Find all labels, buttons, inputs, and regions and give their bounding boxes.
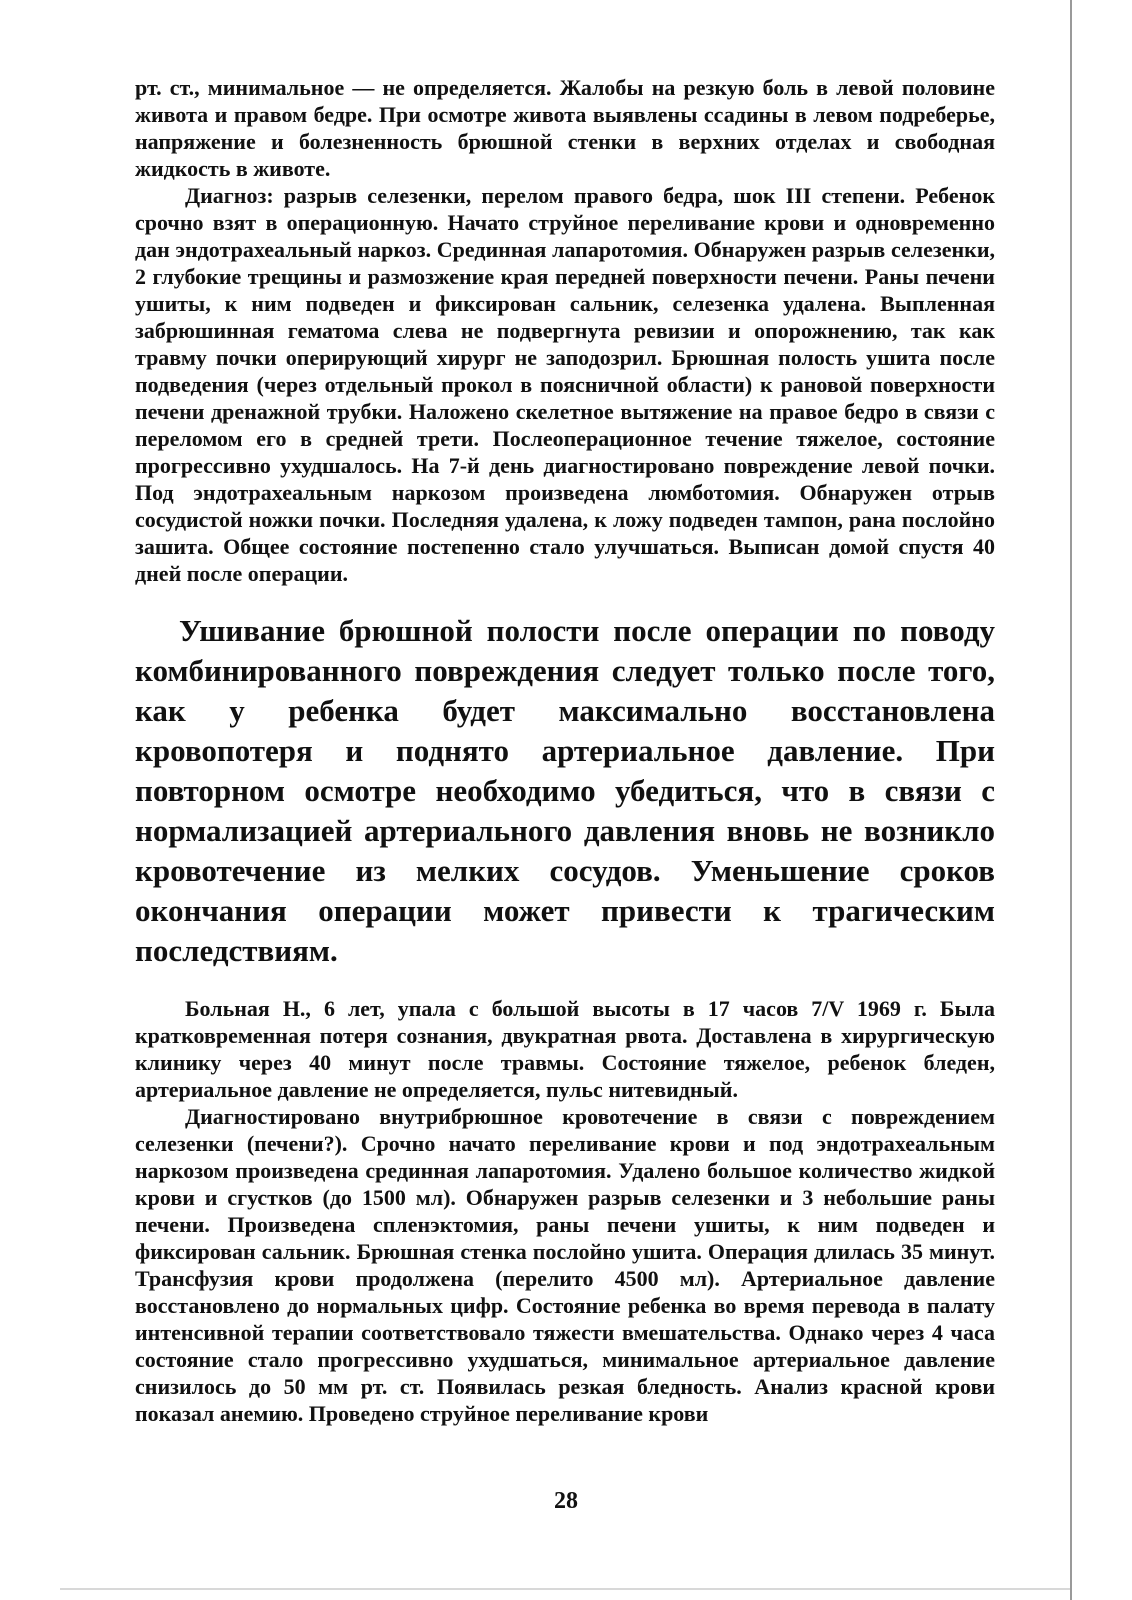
text-paragraph: Диагностировано внутрибрюшное кровотечение в связи с повреждением селезенки (печени?). Срочно начато переливание крови и под эндотрахеальным наркозом произведена срединная лапаротомия. Удалено большое количество жидкой крови и сгустков (до 1500 мл). Обнаружен разрыв селезенки и 3 небольшие раны печени. Произведена спленэктомия, раны печени ушиты, к ним подведен и фиксирован сальник. Брюшная стенка послойно ушита. Операция длилась 35 минут. Трансфузия крови продолжена (перелито 4500 мл). Артериальное давление восстановлено до нормальных цифр. Состояние ребенка во время перевода в палату интенсивной терапии соответствовало тяжести вмешательства. Однако через 4 часа состояние стало прогрессивно ухудшаться, минимальное артериальное давление снизилось до 50 мм рт. ст. Появилась резкая бледность. Анализ красной крови показал анемию. Проведено струйное переливание крови — [135, 1104, 995, 1426]
page-number: 28 — [554, 1488, 578, 1514]
emphasis-paragraph: Ушивание брюшной полости после операции по поводу комбинированного повреждения следует только после того, как у ребенка будет максимально восстановлена кровопотеря и поднято артериальное давление. При повторном осмотре необходимо убедиться, что в связи с нормализацией артериального давления вновь не возникло кровотечение из мелких сосудов. Уменьшение сроков окончания операции может привести к трагическим последствиям. — [135, 613, 995, 968]
text-paragraph: Больная Н., 6 лет, упала с большой высоты в 17 часов 7/V 1969 г. Была кратковременная потеря сознания, двукратная рвота. Доставлена в хирургическую клинику через 40 минут после травмы. Состояние тяжелое, ребенок бледен, артериальное давление не определяется, пульс нитевидный. — [135, 996, 995, 1102]
page-content — [135, 74, 995, 1427]
text-paragraph: рт. ст., минимальное — не определяется. Жалобы на резкую боль в левой половине живота и правом бедре. При осмотре живота выявлены ссадины в левом подреберье, напряжение и болезненность брюшной стенки в верхних отделах и свободная жидкость в животе. — [135, 75, 995, 181]
case-one-text — [135, 74, 995, 587]
case-two-text — [135, 995, 995, 1427]
page-edge-line — [1070, 0, 1072, 1600]
text-paragraph: Диагноз: разрыв селезенки, перелом правого бедра, шок III степени. Ребенок срочно взят в операционную. Начато струйное переливание крови и одновременно дан эндотрахеальный наркоз. Срединная лапаротомия. Обнаружен разрыв селезенки, 2 глубокие трещины и размозжение края передней поверхности печени. Раны печени ушиты, к ним подведен и фиксирован сальник, селезенка удалена. Выпленная забрюшинная гематома слева не подвергнута ревизии и опорожнению, так как травму почки оперирующий хирург не заподозрил. Брюшная полость ушита после подведения (через отдельный прокол в поясничной области) к рановой поверхности печени дренажной трубки. Наложено скелетное вытяжение на правое бедро в связи с переломом его в средней трети. Послеоперационное течение тяжелое, состояние прогрессивно ухудшалось. На 7-й день диагностировано повреждение левой почки. Под эндотрахеальным наркозом произведена люмботомия. Обнаружен отрыв сосудистой ножки почки. Последняя удалена, к ложу подведен тампон, рана послойно зашита. Общее состояние постепенно стало улучшаться. Выписан домой спустя 40 дней после операции. — [135, 183, 995, 586]
page-bottom-line — [60, 1588, 1070, 1590]
